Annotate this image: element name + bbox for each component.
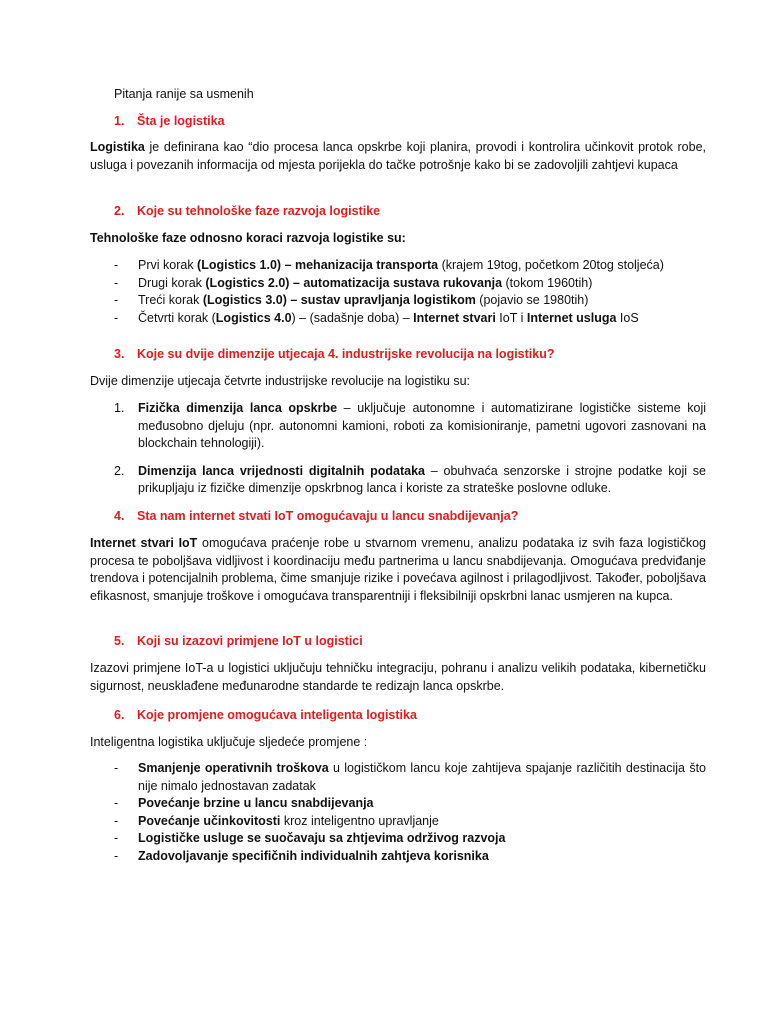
intro-line: Pitanja ranije sa usmenih	[114, 87, 254, 101]
question-1-heading: 1. Šta je logistika	[114, 114, 225, 128]
list-item: - Smanjenje operativnih troškova u logističkom lancu koje zahtijeva spajanje različitih destinacija što nije nimalo jednostavan zadatak	[114, 761, 706, 793]
answer-1-paragraph: Logistika je definirana kao “dio procesa lanca opskrbe koji planira, provodi i kontrolira učinkovit protok robe, usluga i povezanih informacija od mjesta porijekla do tačke potrošnje kako bi se zadovoljili zahtjevi kupaca	[90, 140, 706, 172]
question-3-heading: 3. Koje su dvije dimenzije utjecaja 4. industrijske revolucija na logistiku?	[114, 347, 555, 361]
answer-3-lead: Dvije dimenzije utjecaja četvrte industrijske revolucije na logistiku su:	[90, 374, 471, 388]
list-item: - Drugi korak (Logistics 2.0) – automatizacija sustava rukovanja (tokom 1960tih)	[114, 275, 593, 290]
answer-6-list	[114, 760, 706, 865]
answer-6-lead: Inteligentna logistika uključuje sljedeće promjene :	[90, 735, 368, 749]
question-5-heading: 5. Koji su izazovi primjene IoT u logistici	[114, 634, 363, 648]
answer-2-list	[114, 257, 706, 327]
list-item: 2. Dimenzija lanca vrijednosti digitalnih podataka – obuhvaća senzorske i strojne podatke koji se prikupljaju iz fizičke dimenzije opskrbnog lanca i koriste za strateške poslovne odluke.	[114, 463, 707, 495]
answer-2-lead: Tehnološke faze odnosno koraci razvoja logistike su:	[90, 231, 406, 245]
list-item: - Povećanje učinkovitosti kroz inteligentno upravljanje	[114, 813, 439, 828]
answer-4-paragraph: Internet stvari IoT omogućava praćenje robe u stvarnom vremenu, analizu podataka iz svih faza logističkog procesa te poboljšava vidljivost i koordinaciju među partnerima u lancu snabdijevanja. Omogućava predviđanje trendova i potencijalnih problema, čime smanjuje rizike i povećava agilnost i prilagodljivost. Također, poboljšava efikasnost, smanjuje troškove i omogućava transparentniji i fleksibilniji opskrbni lanac usmjeren na kupca.	[90, 536, 706, 603]
list-item: - Treći korak (Logistics 3.0) – sustav upravljanja logistikom (pojavio se 1980tih)	[114, 293, 589, 307]
question-6-heading: 6. Koje promjene omogućava inteligenta logistika	[114, 708, 417, 722]
answer-3-list	[114, 400, 706, 498]
list-item: - Prvi korak (Logistics 1.0) – mehanizacija transporta (krajem 19tog, početkom 20tog stoljeća)	[114, 258, 664, 272]
list-item: - Povećanje brzine u lancu snabdijevanja	[114, 796, 374, 810]
list-item: - Zadovoljavanje specifičnih individualnih zahtjeva korisnika	[114, 848, 489, 863]
question-4-heading: 4. Sta nam internet stvati IoT omogućavaju u lancu snabdijevanja?	[114, 509, 519, 523]
list-item: - Logističke usluge se suočavaju sa zhtjevima održivog razvoja	[114, 831, 506, 845]
answer-5-paragraph: Izazovi primjene IoT-a u logistici uključuju tehničku integraciju, pohranu i analizu velikih podataka, kibernetičku sigurnost, neusklađene međunarodne standarde te redizajn lanca opskrbe.	[90, 661, 706, 693]
list-item: 1. Fizička dimenzija lanca opskrbe – uključuje autonomne i automatizirane logističke sisteme koji međusobno djeluju (npr. autonomni kamioni, roboti za komisioniranje, pametni ugovori zasnovani na blockchain tehnologiji).	[114, 401, 707, 450]
list-item: - Četvrti korak (Logistics 4.0) – (sadašnje doba) – Internet stvari IoT i Internet usluga IoS	[114, 310, 639, 325]
question-2-heading: 2. Koje su tehnološke faze razvoja logistike	[114, 204, 381, 218]
